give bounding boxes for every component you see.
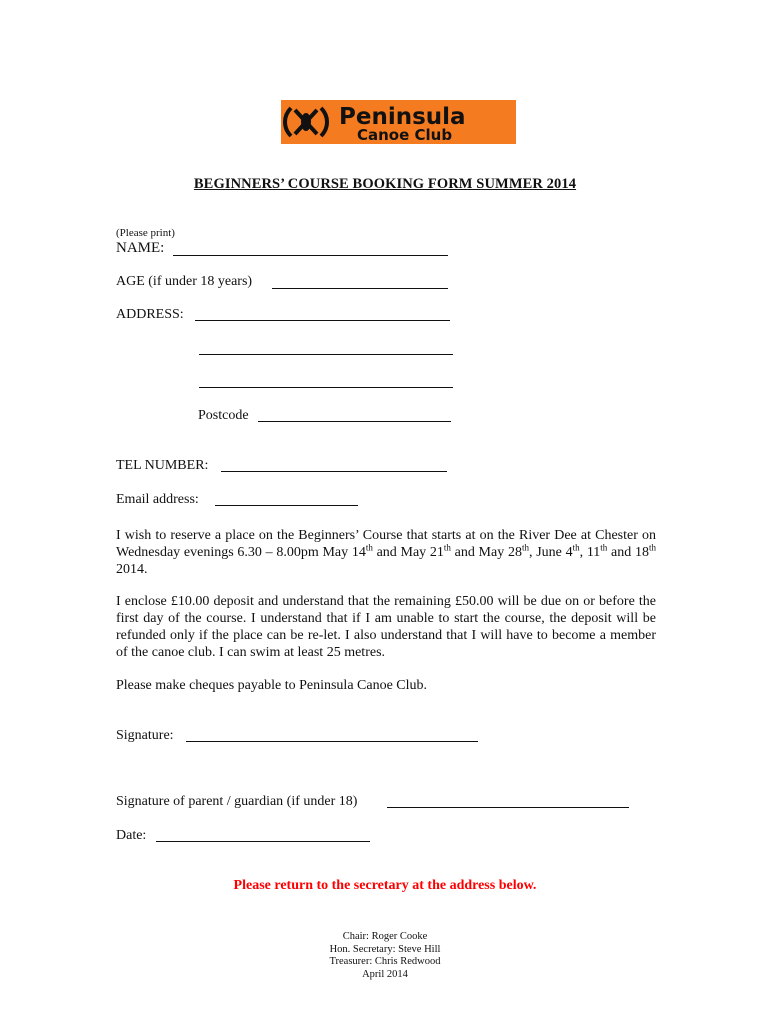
address-line-1[interactable]	[195, 320, 450, 321]
email-row	[116, 492, 199, 508]
footer-treasurer: Treasurer: Chris Redwood	[329, 956, 441, 967]
print-hint: (Please print)	[116, 227, 175, 239]
tel-field[interactable]	[221, 471, 447, 472]
signature-field[interactable]	[186, 741, 478, 742]
logo-line1: Peninsula	[339, 104, 466, 130]
return-notice: Please return to the secretary at the address below.	[233, 878, 537, 893]
club-logo	[281, 100, 516, 144]
postcode-label: Postcode	[198, 408, 249, 423]
age-row	[116, 274, 252, 290]
tel-row	[116, 458, 208, 474]
age-label: AGE (if under 18 years)	[116, 274, 253, 289]
footer-date: April 2014	[362, 968, 408, 980]
address-label: ADDRESS:	[116, 307, 184, 322]
guardian-signature-field[interactable]	[387, 807, 629, 808]
guardian-label: Signature of parent / guardian (if under 18)	[116, 794, 358, 809]
form-title: BEGINNERS’ COURSE BOOKING FORM SUMMER 2014	[193, 176, 577, 192]
name-field[interactable]	[173, 255, 448, 256]
footer-secretary: Hon. Secretary: Steve Hill	[329, 943, 441, 955]
name-row	[116, 240, 164, 257]
email-label: Email address:	[116, 492, 199, 507]
footer-chair: Chair: Roger Cooke	[342, 931, 428, 942]
logo-line2: Canoe Club	[357, 126, 453, 144]
signature-row	[116, 728, 174, 744]
deposit-paragraph: I enclose £10.00 deposit and understand that the remaining £50.00 will be due on or before the first day of the course. I understand that if I am unable to start the course, the deposit will be refunded only if the place can be re-let. I also understand that I will have to become a member of the canoe club. I can swim at least 25 metres.	[116, 594, 656, 660]
date-field[interactable]	[156, 841, 370, 842]
tel-label: TEL NUMBER:	[116, 458, 209, 473]
name-label: NAME:	[116, 240, 165, 256]
footer	[0, 931, 770, 981]
date-label: Date:	[116, 828, 147, 843]
postcode-field[interactable]	[258, 421, 451, 422]
address-line-3[interactable]	[199, 387, 453, 388]
cheques-paragraph: Please make cheques payable to Peninsula Canoe Club.	[116, 678, 428, 693]
paddle-emblem-icon	[281, 100, 516, 144]
signature-label: Signature:	[116, 728, 174, 743]
age-field[interactable]	[272, 288, 448, 289]
date-row	[116, 828, 146, 844]
address-row	[116, 307, 184, 323]
postcode-row	[198, 408, 249, 424]
address-line-2[interactable]	[199, 354, 453, 355]
guardian-row	[116, 794, 357, 810]
reserve-paragraph: I wish to reserve a place on the Beginners’ Course that starts at on the River Dee at Chester on Wednesday evenings 6.30 – 8.00pm May 14th and May 21th and May 28th, June 4th, 11th and 18th 2014.	[116, 528, 656, 577]
email-field[interactable]	[215, 505, 358, 506]
